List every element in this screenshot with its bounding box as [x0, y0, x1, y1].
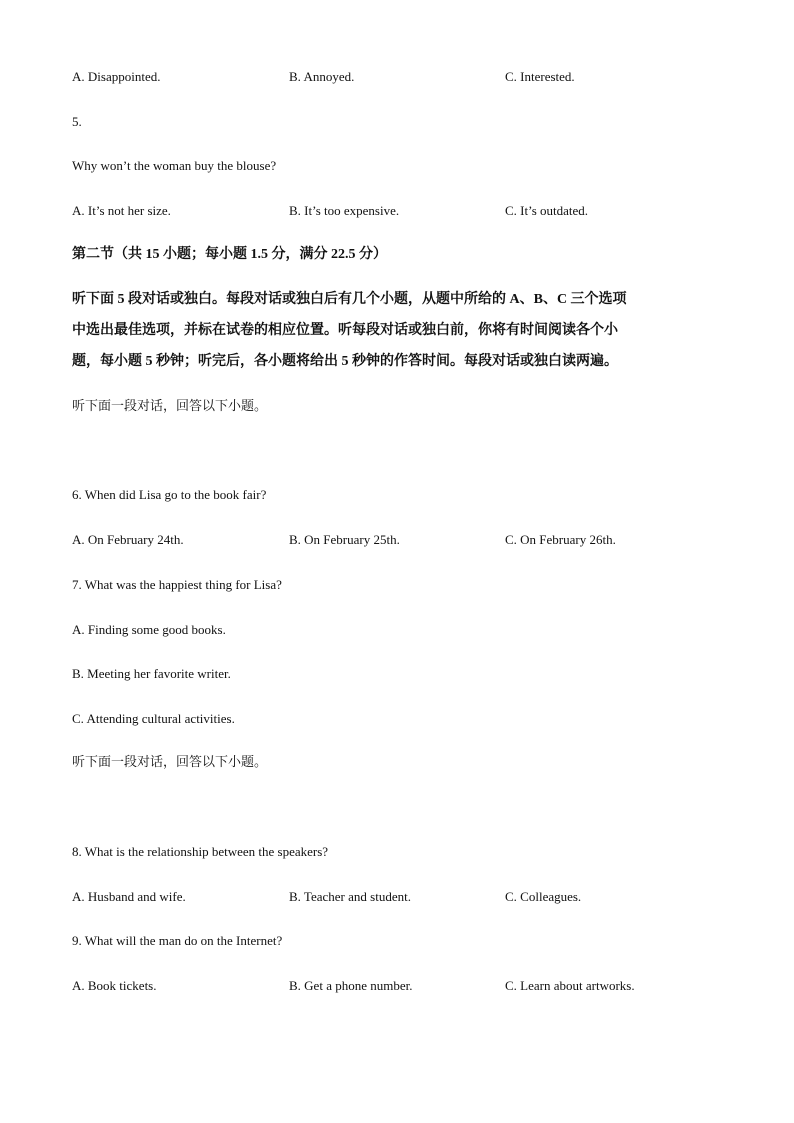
- q8-option-c: C. Colleagues.: [505, 889, 582, 904]
- q8-option-a: A. Husband and wife.: [72, 889, 186, 904]
- q9-option-a: A. Book tickets.: [72, 978, 157, 993]
- q4-option-b: B. Annoyed.: [289, 69, 355, 84]
- q8-option-b: B. Teacher and student.: [289, 889, 411, 904]
- q5-option-a: A. It’s not her size.: [72, 203, 171, 218]
- q6-option-b: B. On February 25th.: [289, 532, 400, 547]
- section-instructions-line-1: 听下面 5 段对话或独白。每段对话或独白后有几个小题，从题中所给的 A、B、C 三个选项: [72, 292, 627, 307]
- q5-option-b: B. It’s too expensive.: [289, 203, 400, 218]
- q5-number: 5.: [72, 114, 82, 129]
- q8-question: 8. What is the relationship between the speakers?: [72, 844, 329, 859]
- section-instructions-line-3: 题，每小题 5 秒钟；听完后，各小题将给出 5 秒钟的作答时间。每段对话或独白读两遍。: [72, 354, 618, 369]
- q7-question: 7. What was the happiest thing for Lisa?: [72, 577, 282, 592]
- q4-option-a: A. Disappointed.: [72, 69, 161, 84]
- section-heading: 第二节（共 15 小题；每小题 1.5 分，满分 22.5 分）: [72, 247, 387, 262]
- q6-option-a: A. On February 24th.: [72, 532, 184, 547]
- q9-question: 9. What will the man do on the Internet?: [72, 933, 283, 948]
- q7-option-a: A. Finding some good books.: [72, 622, 226, 637]
- q9-option-c: C. Learn about artworks.: [505, 978, 635, 993]
- q7-option-b: B. Meeting her favorite writer.: [72, 666, 231, 681]
- q6-question: 6. When did Lisa go to the book fair?: [72, 487, 267, 502]
- q7-option-c: C. Attending cultural activities.: [72, 711, 235, 726]
- q9-option-b: B. Get a phone number.: [289, 978, 413, 993]
- dialogue-prompt-1: 听下面一段对话，回答以下小题。: [72, 398, 268, 413]
- dialogue-prompt-2: 听下面一段对话，回答以下小题。: [72, 754, 268, 769]
- q5-question: Why won’t the woman buy the blouse?: [72, 158, 277, 173]
- section-instructions-line-2: 中选出最佳选项，并标在试卷的相应位置。听每段对话或独白前，你将有时间阅读各个小: [72, 323, 618, 338]
- q4-option-c: C. Interested.: [505, 69, 575, 84]
- q5-option-c: C. It’s outdated.: [505, 203, 589, 218]
- q6-option-c: C. On February 26th.: [505, 532, 616, 547]
